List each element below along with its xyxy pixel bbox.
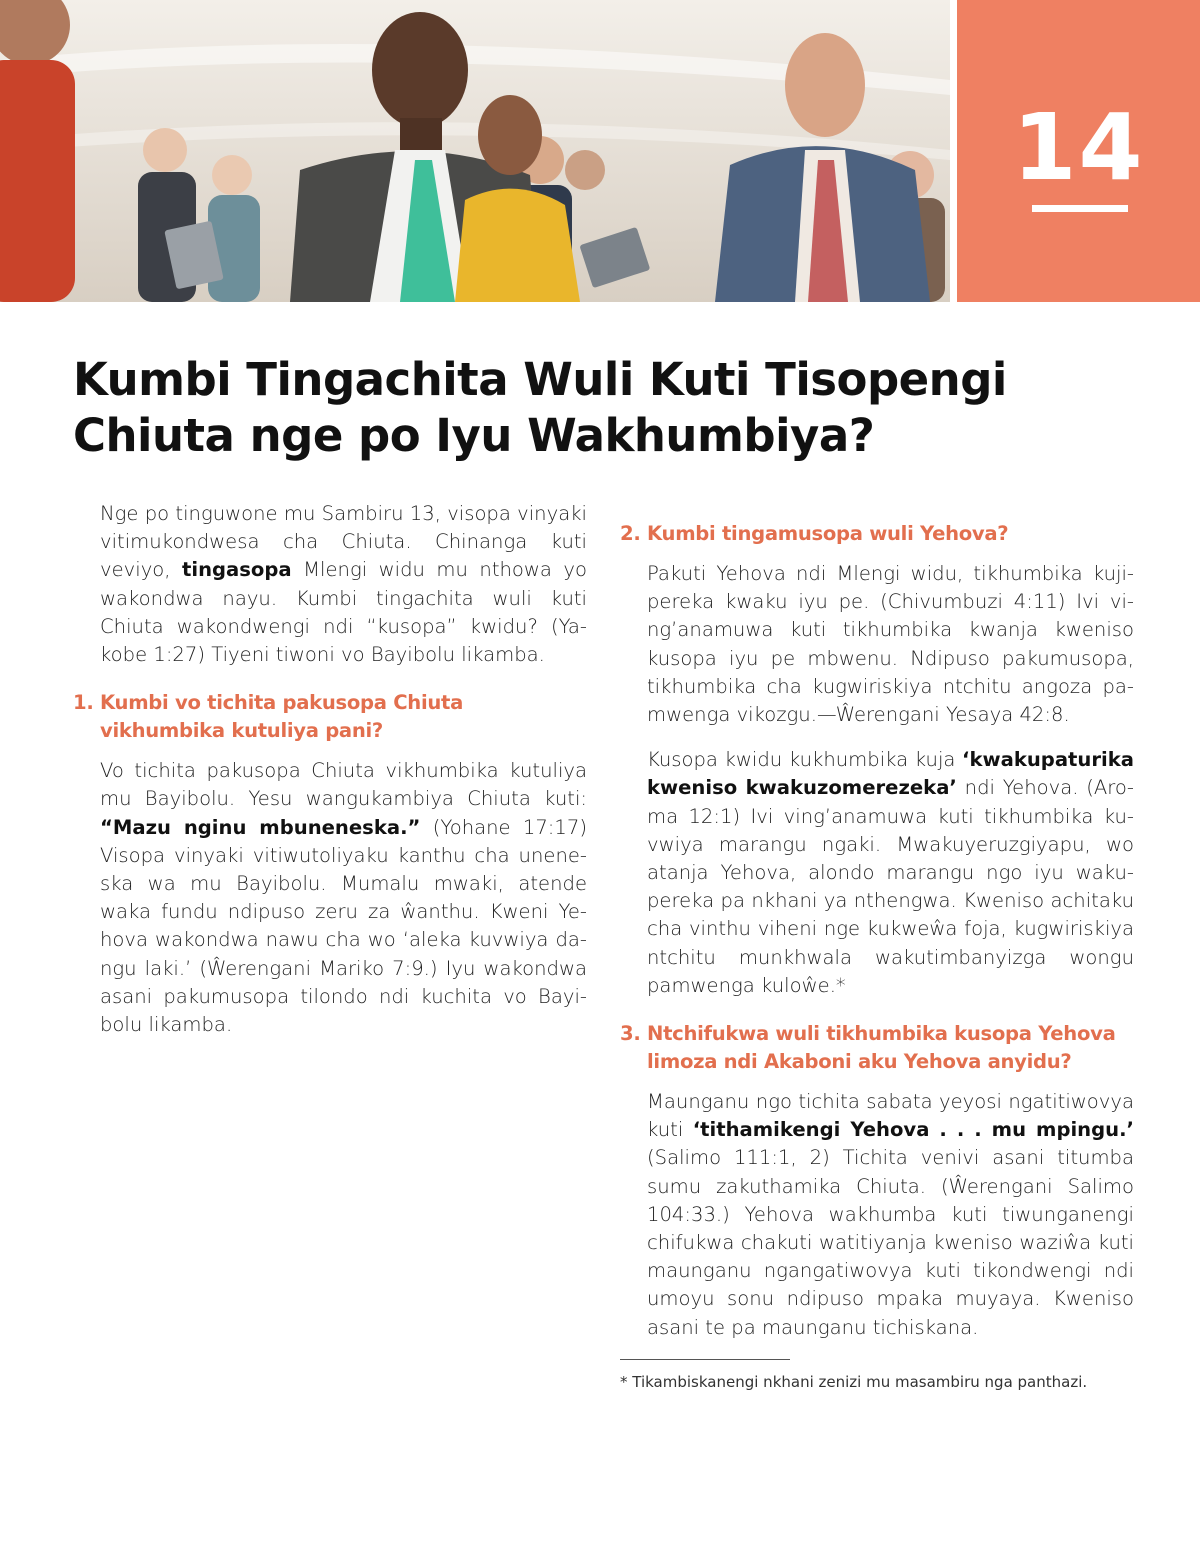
left-column [73, 500, 587, 1056]
right-column [620, 500, 1134, 1392]
intro-paragraph: Nge po tinguwone mu Sambiru 13, visopa vinyaki vitimukondwesa cha Chiuta. Chinanga kuti veviyo, tingasopa Mlengi widu mu nthowa yo wakondwa nayu. Kumbi tingachita wuli kuti Chiuta wakondwengi ndi “kusopa” kwidu? (Yakobe 1:27) Tiyeni tiwoni vo Bayibolu likamba. [100, 502, 587, 667]
title-line-1: Kumbi Tingachita Wuli Kuti Tisopengi [73, 353, 1007, 406]
footnote: * Tikambiskanengi nkhani zenizi mu masambiru nga panthazi. [620, 1372, 1088, 1391]
body-paragraph: Kusopa kwidu kukhumbika kuja ‘kwakupaturika kweniso kwakuzomerezeka’ ndi Yehova. (Aroma 12:1) Ivi ving’anamuwa kuti tikhumbika kuvwiya marangu ngaki. Mwakuyeruzgiyapu, wo atanja Yehova, alondo marangu ngo iyu wakupereka pa nkhani ya nthengwa. Kweniso achitaku cha vinthu viheni nge kukweŵa foja, kugwiriskiya ntchitu munkhwala wakutimbanyizga wongu pamwenga kuloŵe.* [647, 748, 1134, 997]
lesson-badge [957, 0, 1200, 302]
question-number: 3. [620, 1022, 641, 1046]
question-number: 1. [73, 691, 94, 715]
title-line-2: Chiuta nge po Iyu Wakhumbiya? [73, 409, 875, 462]
section-question [73, 689, 587, 745]
question-number: 2. [620, 522, 641, 545]
badge-underline [1032, 205, 1128, 212]
footnote-rule [620, 1359, 790, 1360]
question-text: Ntchifukwa wuli tikhumbika kusopa Yehova limoza ndi Akaboni aku Yehova anyidu? [647, 1022, 1116, 1074]
body-paragraph: Vo tichita pakusopa Chiuta vikhumbika kutuliya mu Bayibolu. Yesu wangukambiya Chiuta kuti: “Mazu nginu mbuneneska.” (Yohane 17:17) Visopa vinyaki vitiwutoliyaku kanthu cha uneneska wa mu Bayibolu. Mumalu mwaki, atende waka fundu ndipuso zeru za ŵanthu. Kweni Yehova wakondwa nawu cha wo ‘aleka kuvwiya dangu laki.’ (Ŵerengani Mariko 7:9.) Iyu wakondwa asani pakumusopa tilondo ndi kuchita vo Bayibolu likamba. [100, 759, 587, 1037]
question-text: Kumbi vo tichita pakusopa Chiuta vikhumbika kutuliya pani? [100, 691, 463, 743]
page-title [73, 352, 1133, 464]
lesson-number: 14 [1012, 94, 1145, 201]
body-paragraph: Pakuti Yehova ndi Mlengi widu, tikhumbika kujipereka kwaku iyu pe. (Chivumbuzi 4:11) Ivi ving’anamuwa kuti tikhumbika kwanja kweniso kusopa iyu pe mbwenu. Ndipuso pakumusopa, tikhumbika cha kugwiriskiya ntchitu angoza pamwenga vikozgu.—Ŵerengani Yesaya 42:8. [647, 562, 1134, 727]
section-question [620, 1020, 1134, 1076]
body-paragraph: Maunganu ngo tichita sabata yeyosi ngatitiwovya kuti ‘tithamikengi Yehova . . . mu mpingu.’ (Salimo 111:1, 2) Tichita venivi asani titumba sumu zakuthamika Chiuta. (Ŵerengani Salimo 104:33.) Yehova wakhumba kuti tiwunganengi chifukwa chakuti watitiyanja kweniso waziŵa kuti maunganu ngangatiwovya kuti tikondwengi ndi umoyu sonu ndipuso mpaka muyaya. Kweniso asani te pa maunganu tichiskana. [647, 1090, 1134, 1339]
question-text: Kumbi tingamusopa wuli Yehova? [647, 522, 1009, 545]
header-photo [0, 0, 950, 302]
section-question [620, 520, 1134, 548]
